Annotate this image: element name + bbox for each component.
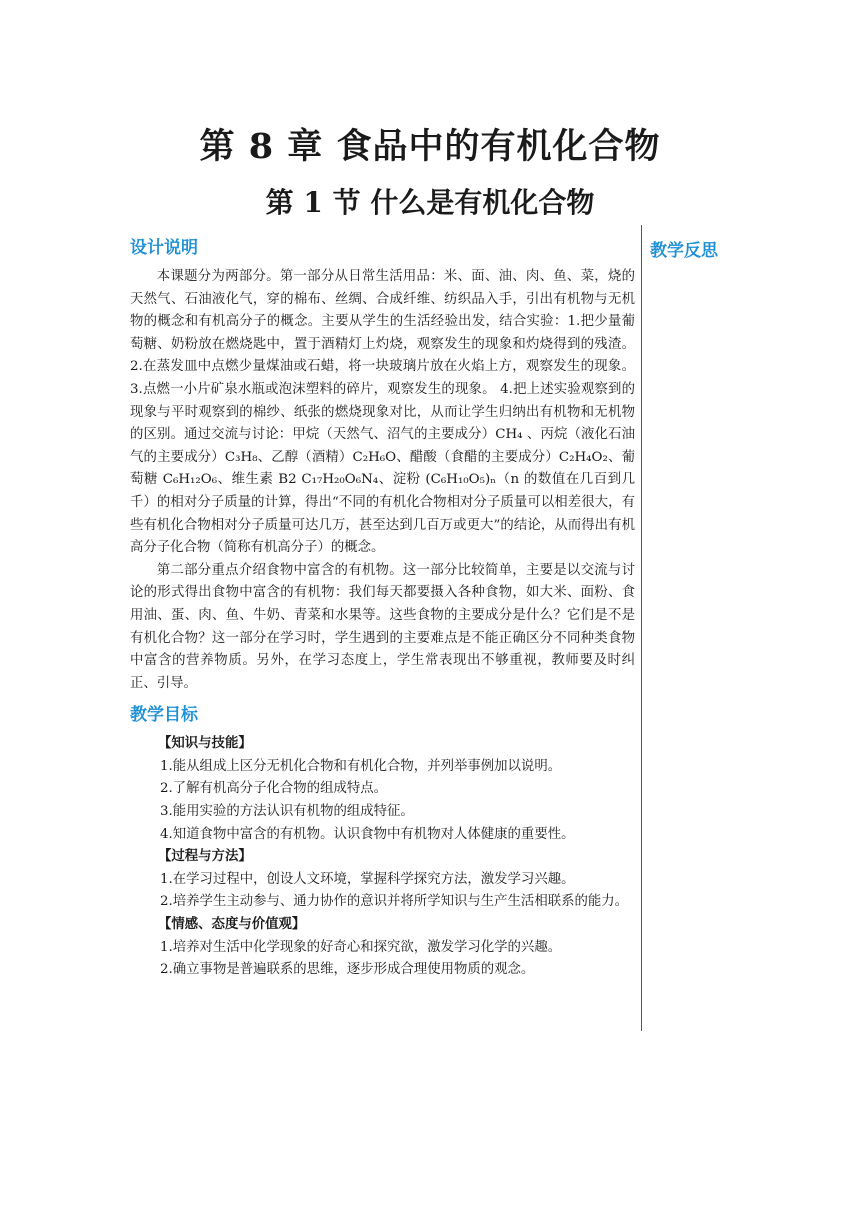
emotion-heading: 【情感、态度与价值观】 [158, 917, 306, 933]
column-divider [641, 225, 642, 1031]
list-item: 4.知道食物中富含的有机物。认识食物中有机物对人体健康的重要性。 [160, 826, 575, 842]
list-item: 3.能用实验的方法认识有机物的组成特征。 [160, 804, 414, 820]
main-column [130, 236, 635, 982]
section-title: 第 1 节 什么是有机化合物 [265, 186, 595, 219]
list-item: 1.培养对生活中化学现象的好奇心和探究欲，激发学习化学的兴趣。 [160, 939, 562, 955]
objectives-heading: 教学目标 [130, 705, 198, 726]
list-item: 2.确立事物是普遍联系的思维，逐步形成合理使用物质的观念。 [160, 962, 535, 978]
design-heading: 设计说明 [130, 238, 198, 258]
chapter-title: 第 8 章 食品中的有机化合物 [199, 126, 661, 167]
design-paragraph-1: 本课题分为两部分。第一部分从日常生活用品：米、面、油、肉、鱼、菜，烧的天然气、石油液化气，穿的棉布、丝绸、合成纤维、纺织品入手，引出有机物与无机物的概念和有机高分子的概念。主要从学生的生活经验出发，结合实验：1.把少量葡萄糖、奶粉放在燃烧匙中，置于酒精灯上灼烧，观察发生的现象和灼烧得到的残渣。 2.在蒸发皿中点燃少量煤油或石蜡，将一块玻璃片放在火焰上方，观察发生的现象。 3.点燃一小片矿泉水瓶或泡沫塑料的碎片，观察发生的现象。 4.把上述实验观察到的现象与平时观察到的棉纱、纸张的燃烧现象对比，从而让学生归纳出有机物和无机物的区别。通过交流与讨论：甲烷（天然气、沼气的主要成分）CH₄ 、丙烷（液化石油气的主要成分）C₃H₈、乙醇（酒精）C₂H₆O、醋酸（食醋的主要成分）C₂H₄O₂、葡萄糖 C₆H₁₂O₆、维生素 B2 C₁₇H₂₀O₆N₄、淀粉 (C₆H₁₀O₅)ₙ（n 的数值在几百到几千）的相对分子质量的计算，得出“不同的有机化合物相对分子质量可以相差很大，有些有机化合物相对分子质量可达几万，甚至达到几百万或更大”的结论，从而得出有机高分子化合物（简称有机高分子）的概念。 [130, 269, 635, 556]
process-heading: 【过程与方法】 [158, 849, 252, 865]
list-item: 1.能从组成上区分无机化合物和有机化合物，并列举事例加以说明。 [160, 758, 562, 774]
list-item: 2.了解有机高分子化合物的组成特点。 [160, 781, 388, 797]
teaching-reflection-heading: 教学反思 [650, 241, 718, 261]
knowledge-heading: 【知识与技能】 [158, 736, 252, 752]
design-paragraph-2: 第二部分重点介绍食物中富含的有机物。这一部分比较简单，主要是以交流与讨论的形式得出食物中富含的有机物：我们每天都要摄入各种食物，如大米、面粉、食用油、蛋、肉、鱼、牛奶、青菜和水果等。这些食物的主要成分是什么？它们是不是有机化合物？这一部分在学习时，学生遇到的主要难点是不能正确区分不同种类食物中富含的营养物质。另外，在学习态度上，学生常表现出不够重视，教师要及时纠正、引导。 [130, 562, 635, 691]
list-item: 1.在学习过程中，创设人文环境，掌握科学探究方法，激发学习兴趣。 [160, 871, 575, 887]
list-item: 2.培养学生主动参与、通力协作的意识并将所学知识与生产生活相联系的能力。 [160, 894, 629, 910]
